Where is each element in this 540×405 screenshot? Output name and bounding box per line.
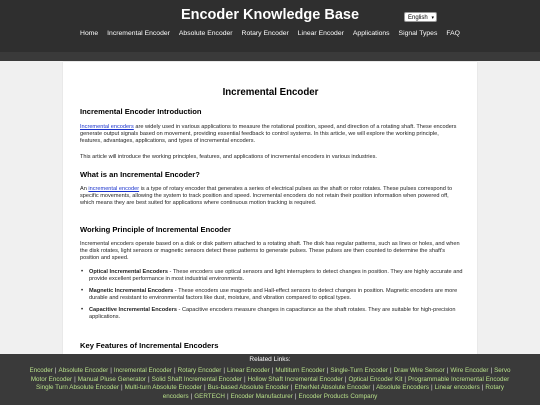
article-card <box>63 62 477 354</box>
link-separator: | <box>490 367 493 374</box>
related-links-row <box>0 376 540 385</box>
related-link[interactable]: Absolute Encoders <box>376 384 429 392</box>
related-links-row <box>0 367 540 376</box>
related-link[interactable]: Multiturn Encoder <box>275 367 325 374</box>
related-link[interactable]: Draw Wire Sensor <box>393 367 445 374</box>
related-link[interactable]: Rotary Encoder <box>177 367 222 374</box>
nav-home[interactable]: Home <box>80 30 99 37</box>
nav-rotary-encoder[interactable]: Rotary Encoder <box>241 30 289 37</box>
link-separator: | <box>326 367 329 374</box>
link-separator: | <box>204 384 206 392</box>
bullet-icon: • <box>81 307 84 314</box>
link-separator: | <box>54 367 57 374</box>
list-item-term: Optical Incremental Encoders <box>89 269 168 275</box>
link-separator: | <box>110 367 112 374</box>
header-band <box>0 52 540 61</box>
related-link[interactable]: Encoder Manufacturer <box>230 393 293 401</box>
what-paragraph <box>80 186 461 207</box>
nav-signal-types[interactable]: Signal Types <box>398 30 438 37</box>
features-heading: Key Features of Incremental Encoders <box>80 341 219 350</box>
intro-paragraph-text: are widely used in various applications to measure the rotational position, speed, and direction of a rotating shaft. These encoders generate output signals based on movement, providing essential feedback to control systems. In this article, we will explore the working principle, features, advantages, applications, and types of incremental encoders. <box>80 124 457 145</box>
intro-paragraph <box>80 124 461 145</box>
link-separator: | <box>430 384 433 392</box>
list-item-text: - Capacitive encoders measure changes in capacitance as the shaft rotates. They are suitable for high-precision applications. <box>89 307 456 321</box>
link-separator: | <box>389 367 392 374</box>
related-link[interactable]: Manual Pluse Generator <box>77 375 147 383</box>
principle-paragraph: Incremental encoders operate based on a disk or disk pattern attached to a rotating shaft. The disk has regular patterns, such as lines or holes, and when the disk rotates, light sensors or magnetic sensors detect these patterns to generate pulses. These pulses are then counted to determine the shaft's position and speed. <box>80 241 460 262</box>
related-link[interactable]: Hollow Shaft Incremental Encoder <box>247 375 343 383</box>
list-item <box>81 307 469 321</box>
related-link[interactable]: Servo <box>494 367 511 374</box>
nav-applications[interactable]: Applications <box>352 30 390 37</box>
link-separator: | <box>121 384 123 392</box>
related-link[interactable]: Encoder <box>29 367 53 374</box>
related-link[interactable]: Encoder Products Company <box>298 393 378 401</box>
bullet-icon: • <box>81 288 84 295</box>
principle-heading: Working Principle of Incremental Encoder <box>80 225 231 234</box>
encoder-types-list <box>80 269 469 327</box>
link-separator: | <box>190 393 193 401</box>
chevron-down-icon: ▾ <box>431 15 434 21</box>
related-link[interactable]: Programmable Incremental Encoder <box>408 375 510 383</box>
related-link[interactable]: Multi-turn Absolute Encoder <box>124 384 202 392</box>
related-link[interactable]: Single-Turn Encoder <box>330 367 388 374</box>
related-link[interactable]: EtherNet Absolute Encoder <box>294 384 371 392</box>
site-title[interactable]: Encoder Knowledge Base <box>180 7 360 23</box>
link-separator: | <box>446 367 449 374</box>
related-link[interactable]: Bus-based Absolute Encoder <box>207 384 289 392</box>
link-separator: | <box>290 384 293 392</box>
related-links-list <box>0 367 540 402</box>
link-separator: | <box>223 367 226 374</box>
link-separator: | <box>74 375 76 383</box>
related-link[interactable]: Wire Encoder <box>450 367 489 374</box>
list-item-term: Magnetic Incremental Encoders <box>89 288 174 295</box>
incremental-encoders-link[interactable]: Incremental encoders <box>80 124 134 130</box>
related-link[interactable]: encoders <box>162 393 189 401</box>
related-link[interactable]: Linear encoders <box>434 384 480 392</box>
related-links-row <box>0 384 540 393</box>
link-separator: | <box>174 367 176 374</box>
what-paragraph-text: is a type of rotary encoder that generates a series of electrical pulses as the shaft or rotor rotates. These pulses correspond to specific movements, allowing the system to track position and speed. Incremental encoders do not retain their position information when powered off, which means they are best suited for applications where continuous motion tracking is required. <box>80 186 453 207</box>
list-item <box>81 269 469 283</box>
related-link[interactable]: Incremental Encoder <box>113 367 173 374</box>
related-links-row <box>0 393 540 402</box>
link-separator: | <box>294 393 297 401</box>
intro-heading: Incremental Encoder Introduction <box>80 107 202 116</box>
related-link[interactable]: Single Turn Absolute Encoder <box>36 384 119 392</box>
related-link[interactable]: Optical Encoder Kit <box>348 375 403 383</box>
list-item <box>81 288 469 302</box>
link-separator: | <box>271 367 274 374</box>
nav-absolute-encoder[interactable]: Absolute Encoder <box>178 30 233 37</box>
link-separator: | <box>404 375 407 383</box>
language-value: English <box>408 15 428 21</box>
main-nav <box>0 30 540 38</box>
link-separator: | <box>481 384 484 392</box>
related-link[interactable]: Absolute Encoder <box>58 367 109 374</box>
link-separator: | <box>148 375 150 383</box>
nav-faq[interactable]: FAQ <box>446 30 460 37</box>
what-heading: What is an Incremental Encoder? <box>80 170 200 179</box>
related-link[interactable]: GERTECH <box>194 393 225 401</box>
nav-incremental-encoder[interactable]: Incremental Encoder <box>107 30 170 37</box>
link-separator: | <box>243 375 246 383</box>
intro-paragraph-2: This article will introduce the working principles, features, and applications of incremental encoders in various industries. <box>80 154 377 160</box>
link-separator: | <box>344 375 347 383</box>
list-item-text: - These encoders use optical sensors and light interrupters to detect changes in position. They are highly accurate and provide excellent performance in most industrial environments. <box>89 269 463 283</box>
link-separator: | <box>226 393 229 401</box>
related-link[interactable]: Rotary <box>485 384 504 392</box>
nav-linear-encoder[interactable]: Linear Encoder <box>297 30 344 37</box>
article-title: Incremental Encoder <box>222 87 319 98</box>
related-links-title: Related Links: <box>249 356 291 363</box>
related-links-footer <box>0 354 540 405</box>
related-link[interactable]: Linear Encoder <box>227 367 270 374</box>
incremental-encoder-link[interactable]: incremental encoder <box>88 186 140 192</box>
site-header <box>0 0 540 52</box>
bullet-icon: • <box>81 269 84 275</box>
related-link[interactable]: Motor Encoder <box>30 375 73 383</box>
language-select[interactable] <box>404 12 437 22</box>
list-item-text: - These encoders use magnets and Hall-effect sensors to detect changes in position. Magnetic encoders are more durable and resistant to environmental factors like dust, moisture, and vibration compared to optical types. <box>89 288 458 302</box>
link-separator: | <box>372 384 375 392</box>
related-link[interactable]: Solid Shaft Incremental Encoder <box>151 375 242 383</box>
list-item-term: Capacitive Incremental Encoders <box>89 307 177 314</box>
what-prefix: An <box>80 186 89 192</box>
